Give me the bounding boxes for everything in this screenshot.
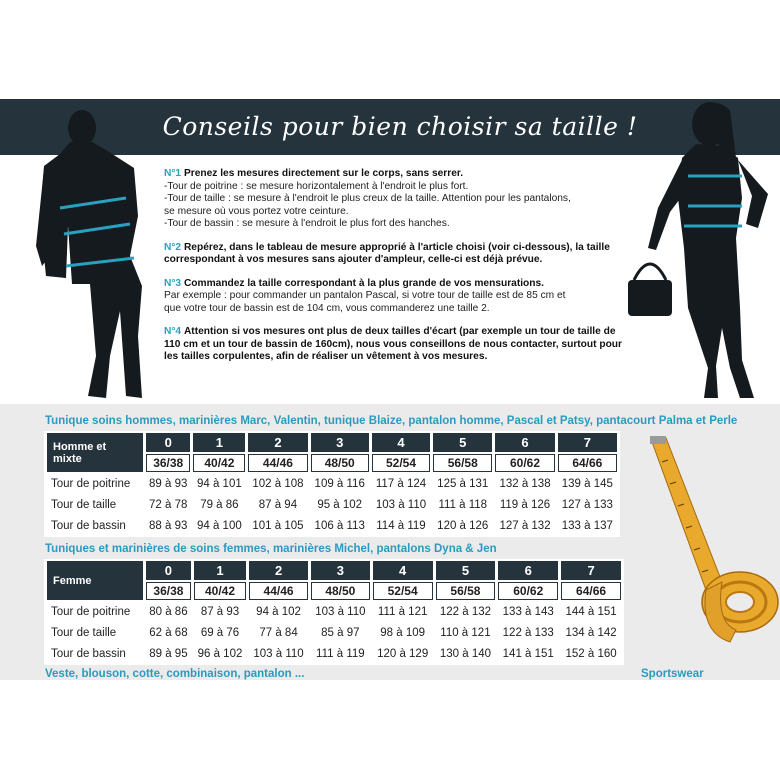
table-cell: 94 à 100 — [196, 519, 242, 532]
size-range: 60/62 — [498, 582, 558, 600]
row-label: Tour de bassin — [51, 647, 126, 660]
step-number: N°2 — [164, 241, 182, 253]
table-cell: 80 à 86 — [149, 605, 188, 618]
size-range: 56/58 — [433, 454, 492, 472]
size-number: 0 — [146, 433, 190, 452]
table-cell: 130 à 140 — [439, 647, 492, 660]
size-range: 64/66 — [561, 582, 621, 600]
table-cell: 122 à 133 — [502, 626, 554, 639]
table-cell: 133 à 143 — [502, 605, 554, 618]
table-cell: 89 à 93 — [149, 477, 188, 490]
table-cell: 120 à 126 — [437, 519, 489, 532]
bottom-margin — [0, 680, 780, 780]
table-row — [47, 623, 621, 642]
size-number: 2 — [248, 433, 307, 452]
woman-silhouette-icon — [618, 98, 780, 404]
size-number: 2 — [249, 561, 308, 580]
table-row — [47, 474, 617, 493]
table-cell: 111 à 119 — [316, 647, 365, 660]
table-head-label: Homme et mixte — [47, 433, 143, 472]
size-range: 44/46 — [248, 454, 307, 472]
table-cell: 111 à 118 — [438, 498, 488, 511]
step-lead: Repérez, dans le tableau de mesure approprié à l'article choisi (voir ci-dessous), la taille correspondant à vos mesures sans ajouter d'ampleur, celle-ci est déjà prévue. — [164, 241, 610, 265]
table-cell: 125 à 131 — [437, 477, 489, 490]
instructions — [164, 168, 624, 375]
size-number: 3 — [311, 561, 370, 580]
size-range: 36/38 — [146, 454, 190, 472]
table-cell: 94 à 102 — [256, 605, 301, 618]
step-line: -Tour de poitrine : se mesure horizontalement à l'endroit le plus fort. — [164, 180, 469, 192]
size-number: 0 — [146, 561, 191, 580]
table-cell: 152 à 160 — [565, 647, 617, 660]
table-cell: 62 à 68 — [149, 626, 188, 639]
size-range: 64/66 — [558, 454, 617, 472]
size-number: 7 — [558, 433, 617, 452]
table-cell: 122 à 132 — [439, 605, 492, 618]
instruction-step-3 — [164, 278, 624, 316]
instruction-step-1 — [164, 168, 624, 231]
table-row — [47, 644, 621, 663]
page-title: Conseils pour bien choisir sa taille ! — [162, 112, 638, 141]
table-cell: 95 à 102 — [317, 498, 363, 511]
table-cell: 89 à 95 — [149, 647, 188, 660]
table-cell: 139 à 145 — [561, 477, 613, 490]
table-cell: 87 à 93 — [200, 605, 240, 618]
size-number: 3 — [311, 433, 369, 452]
table-cell: 72 à 78 — [149, 498, 188, 511]
table-cell: 127 à 133 — [561, 498, 613, 511]
table-cell: 114 à 119 — [376, 519, 426, 532]
table-cell: 87 à 94 — [258, 498, 298, 511]
size-range: 36/38 — [146, 582, 191, 600]
row-label: Tour de bassin — [51, 519, 126, 532]
size-table-men — [44, 431, 620, 537]
instruction-step-2 — [164, 242, 624, 267]
table-cell: 85 à 97 — [321, 626, 360, 639]
table-row — [47, 602, 621, 621]
step-line: -Tour de bassin : se mesure à l'endroit le plus fort des hanches. — [164, 218, 450, 229]
step-lead: Commandez la taille correspondant à la plus grande de vos mensurations. — [183, 277, 545, 289]
size-range: 56/58 — [436, 582, 496, 600]
table-row — [47, 495, 617, 514]
size-table-women — [44, 559, 624, 665]
table-row — [47, 561, 621, 580]
step-line: se mesure où vous portez votre ceinture. — [164, 205, 349, 217]
size-range: 40/42 — [194, 582, 246, 600]
row-label: Tour de poitrine — [51, 477, 131, 490]
table-cell: 102 à 108 — [252, 477, 304, 490]
table-cell: 109 à 116 — [314, 477, 365, 490]
man-silhouette-icon — [30, 106, 170, 406]
row-label: Tour de taille — [51, 498, 117, 511]
table-cell: 141 à 151 — [502, 647, 554, 660]
category-title-women: Tuniques et marinières de soins femmes, marinières Michel, pantalons Dyna & Jen — [45, 543, 497, 555]
table-cell: 119 à 126 — [499, 498, 551, 511]
size-number: 4 — [373, 561, 433, 580]
step-number: N°3 — [164, 277, 182, 289]
size-number: 5 — [436, 561, 496, 580]
table-cell: 127 à 132 — [499, 519, 551, 532]
size-range: 52/54 — [373, 582, 433, 600]
table-cell: 103 à 110 — [253, 647, 304, 660]
table-cell: 103 à 110 — [315, 605, 366, 618]
table-cell: 103 à 110 — [375, 498, 427, 511]
table-row — [47, 516, 617, 535]
table-cell: 96 à 102 — [197, 647, 243, 660]
table-cell: 144 à 151 — [565, 605, 617, 618]
table-cell: 106 à 113 — [314, 519, 365, 532]
table-cell: 134 à 142 — [565, 626, 617, 639]
table-cell: 132 à 138 — [499, 477, 551, 490]
table-cell: 133 à 137 — [561, 519, 613, 532]
size-number: 6 — [498, 561, 558, 580]
size-range: 48/50 — [311, 582, 370, 600]
table-cell: 94 à 101 — [196, 477, 242, 490]
size-number: 1 — [193, 433, 245, 452]
size-range: 48/50 — [311, 454, 369, 472]
size-range: 40/42 — [193, 454, 245, 472]
row-label: Tour de taille — [51, 626, 117, 639]
table-cell: 79 à 86 — [200, 498, 239, 511]
size-number: 6 — [495, 433, 554, 452]
step-lead: Attention si vos mesures ont plus de deux tailles d'écart (par exemple un tour de taille de 110 cm et un tour de bassin de 160cm), nous vous conseillons de nous contacter, surtout pour les tailles corpulentes, afin de réaliser un vêtement à vos mesures. — [164, 326, 622, 362]
row-label: Tour de poitrine — [51, 605, 131, 618]
size-range: 60/62 — [495, 454, 554, 472]
instruction-step-4 — [164, 326, 624, 364]
sportswear-label: Sportswear — [641, 668, 704, 680]
size-number: 5 — [433, 433, 492, 452]
category-title-jackets: Veste, blouson, cotte, combinaison, pantalon ... — [45, 668, 305, 680]
table-head-label: Femme — [47, 561, 143, 600]
size-number: 4 — [372, 433, 430, 452]
step-number: N°1 — [164, 168, 182, 179]
table-cell: 77 à 84 — [259, 626, 298, 639]
step-number: N°4 — [164, 326, 182, 337]
table-cell: 88 à 93 — [149, 519, 188, 532]
step-line: que votre tour de bassin est de 104 cm, vous commanderez une taille 2. — [164, 302, 490, 314]
step-line: Par exemple : pour commander un pantalon Pascal, si votre tour de taille est de 85 cm et — [164, 290, 566, 301]
table-row — [47, 433, 617, 452]
step-line: -Tour de taille : se mesure à l'endroit le plus creux de la taille. Attention pour les pantalons, — [164, 193, 571, 204]
table-cell: 117 à 124 — [375, 477, 427, 490]
size-range: 52/54 — [372, 454, 430, 472]
table-cell: 98 à 109 — [380, 626, 426, 639]
step-lead: Prenez les mesures directement sur le corps, sans serrer. — [183, 168, 464, 179]
measuring-tape-icon — [640, 432, 780, 672]
category-title-men: Tunique soins hommes, marinières Marc, Valentin, tunique Blaize, pantalon homme, Pascal et Patsy, pantacourt Palma et Perle — [45, 415, 738, 427]
table-cell: 110 à 121 — [440, 626, 491, 639]
size-number: 1 — [194, 561, 246, 580]
table-cell: 69 à 76 — [200, 626, 240, 639]
table-cell: 120 à 129 — [377, 647, 429, 660]
table-cell: 101 à 105 — [252, 519, 304, 532]
table-cell: 111 à 121 — [377, 605, 428, 618]
size-number: 7 — [561, 561, 621, 580]
size-range: 44/46 — [249, 582, 308, 600]
